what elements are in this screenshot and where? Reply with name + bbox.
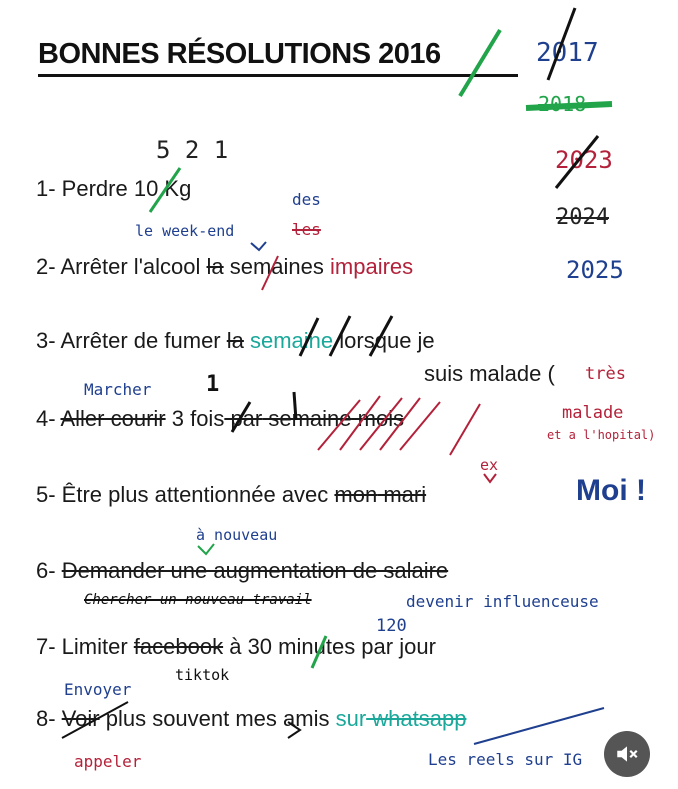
- note-des: des: [292, 190, 321, 209]
- item-1: [36, 176, 191, 202]
- note-tiktok: tiktok: [175, 666, 230, 684]
- item-3: [36, 328, 435, 354]
- note-moi: Moi !: [576, 474, 646, 507]
- item-1-unit: Kg: [158, 176, 192, 201]
- item-7-facebook: facebook: [133, 634, 224, 659]
- item-4-aller: Aller: [60, 406, 105, 431]
- item-8-voir: Voir: [61, 706, 100, 731]
- item-1-number: 10: [133, 176, 159, 201]
- item-7: [36, 634, 436, 660]
- item-2-article: la: [206, 254, 224, 279]
- item-3-la: la: [226, 328, 244, 353]
- item-8: [36, 706, 466, 732]
- item-8-rest: plus souvent mes amis: [99, 706, 336, 731]
- item-4-fois: fois: [183, 406, 225, 431]
- kg-corrections: 5 2 1: [156, 136, 229, 164]
- title-underline: [38, 74, 518, 77]
- year-2024: 2024: [556, 205, 609, 230]
- year-2017: 2017: [536, 38, 599, 68]
- item-2-main: semaines: [223, 254, 324, 279]
- item-3-rest: lorsque je: [333, 328, 435, 353]
- note-a-nouveau: à nouveau: [196, 526, 278, 544]
- item-4-semaine: semaine: [262, 406, 352, 431]
- item-5-text: 5- Être plus attentionnée avec: [36, 482, 335, 507]
- muted-speaker-glyph: [614, 741, 640, 767]
- item-4: [36, 406, 404, 432]
- item-6: [36, 558, 448, 584]
- item-4-prefix: 4-: [36, 406, 61, 431]
- note-les: les: [292, 220, 321, 239]
- item-2-prefix: 2- Arrêter l'alcool: [36, 254, 207, 279]
- note-120: 120: [376, 616, 407, 636]
- muted-speaker-icon[interactable]: [604, 731, 650, 777]
- item-4-par: par: [224, 406, 263, 431]
- note-malade: malade: [562, 403, 624, 423]
- item-3-line2-text: suis malade (: [424, 361, 555, 386]
- item-7-rest: minutes par jour: [272, 634, 436, 659]
- item-7-prefix: 7- Limiter: [36, 634, 134, 659]
- item-5-mari: mari: [377, 482, 427, 507]
- note-appeler: appeler: [74, 752, 142, 771]
- item-7-a: à: [223, 634, 248, 659]
- item-4-mois: mois: [351, 406, 405, 431]
- item-7-number: 30: [247, 634, 273, 659]
- note-le-week-end: le week-end: [135, 222, 235, 240]
- note-one: 1: [206, 372, 220, 397]
- note-hopital: et a l'hopital): [547, 428, 656, 442]
- item-3-semaine: semaine: [250, 328, 334, 353]
- item-4-courir: courir: [104, 406, 166, 431]
- page-title: BONNES RÉSOLUTIONS 2016: [38, 38, 441, 70]
- item-3-line2: [424, 361, 555, 387]
- item-3-text: 3- Arrêter de fumer: [36, 328, 227, 353]
- item-5-mon: mon: [334, 482, 378, 507]
- note-influenceuse: devenir influenceuse: [406, 592, 599, 611]
- item-6-text: Demander une augmentation de salaire: [61, 558, 449, 583]
- item-8-whatsapp: whatsapp: [366, 706, 467, 731]
- item-5: [36, 482, 426, 508]
- year-2018: 2018: [538, 92, 587, 116]
- item-8-sur: sur: [335, 706, 367, 731]
- year-2023: 2023: [555, 146, 613, 174]
- note-tres: très: [585, 364, 626, 384]
- note-marcher: Marcher: [84, 380, 152, 399]
- item-6-prefix: 6-: [36, 558, 62, 583]
- item-2: [36, 254, 413, 280]
- item-2-impaires: impaires: [323, 254, 414, 279]
- note-envoyer: Envoyer: [64, 680, 132, 699]
- note-ex: ex: [480, 456, 499, 474]
- item-1-prefix: 1- Perdre: [36, 176, 134, 201]
- item-6-line2: Chercher un nouveau travail: [84, 592, 312, 608]
- year-2025: 2025: [566, 256, 624, 284]
- item-8-prefix: 8-: [36, 706, 62, 731]
- note-reels: Les reels sur IG: [428, 750, 583, 769]
- item-4-number: 3: [165, 406, 184, 431]
